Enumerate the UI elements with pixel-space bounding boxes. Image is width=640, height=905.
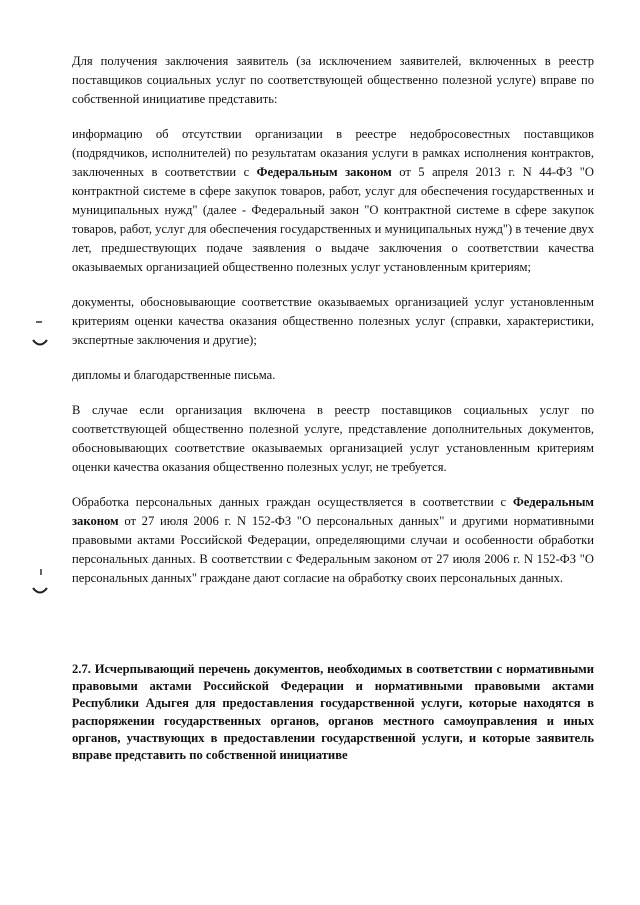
paragraph-registry-case: В случае если организация включена в реестр поставщиков социальных услуг по соответствующей общественно полезной услуге, представление дополнительных документов, обосновывающих соответствие оказываемых организацией услуг установленным критериям оценки качества оказания общественно полезных услуг, не требуется. [72,403,594,474]
paragraph-registry-info [72,125,594,277]
paragraph-personal-data-before: Обработка персональных данных граждан осуществляется в соответствии с [72,495,513,509]
paragraph-documents: документы, обосновывающие соответствие оказываемых организацией услуг установленным критериям оценки качества оказания общественно полезных услуг (справки, характеристики, экспертные заключения и другие); [72,295,594,347]
binder-hole-mark [30,318,50,352]
law-link-44fz[interactable]: Федеральным законом [256,165,392,179]
paragraph-intro: Для получения заключения заявитель (за исключением заявителей, включенных в реестр поставщиков социальных услуг по соответствующей общественно полезной услуге) вправе по собственной инициативе представить: [72,54,594,106]
document-body [72,52,594,604]
paragraph-registry-info-before: информацию об отсутствии организации в реестре недобросовестных поставщиков (подрядчиков, исполнителей) по результатам оказания услуги в рамках исполнения контрактов, заключенных в соответствии с [72,127,594,179]
section-heading-2-7: 2.7. Исчерпывающий перечень документов, необходимых в соответствии с нормативными правовыми актами Российской Федерации и нормативными правовыми актами Республики Адыгея для предоставления государственной услуги, которые находятся в распоряжении государственных органов, органов местного самоуправления и иных органов, участвующих в предоставлении государственной услуги, и которые заявитель вправе представить по собственной инициативе [72,662,594,763]
paragraph-personal-data-after: от 27 июля 2006 г. N 152-ФЗ "О персональных данных" и другими нормативными правовыми актами Российской Федерации, определяющими случаи и особенности обработки персональных данных. В соответствии с Федеральным законом от 27 июля 2006 г. N 152-ФЗ "О персональных данных" граждане дают согласие на обработку своих персональных данных. [72,514,594,585]
paragraph-diplomas: дипломы и благодарственные письма. [72,368,276,382]
paragraph-registry-info-after: от 5 апреля 2013 г. N 44-ФЗ "О контрактной системе в сфере закупок товаров, работ, услуг для обеспечения государственных и муниципальных нужд" (далее - Федеральный закон "О контрактной системе в сфере закупок товаров, работ, услуг для обеспечения государственных и муниципальных нужд") в течение двух лет, предшествующих подаче заявления о выдаче заключения о соответствии качества оказываемых организацией общественно полезных услуг установленным критериям; [72,165,594,274]
binder-hole-mark [30,566,50,600]
paragraph-personal-data [72,493,594,588]
law-link-152fz[interactable]: Федеральным законом [72,495,594,528]
